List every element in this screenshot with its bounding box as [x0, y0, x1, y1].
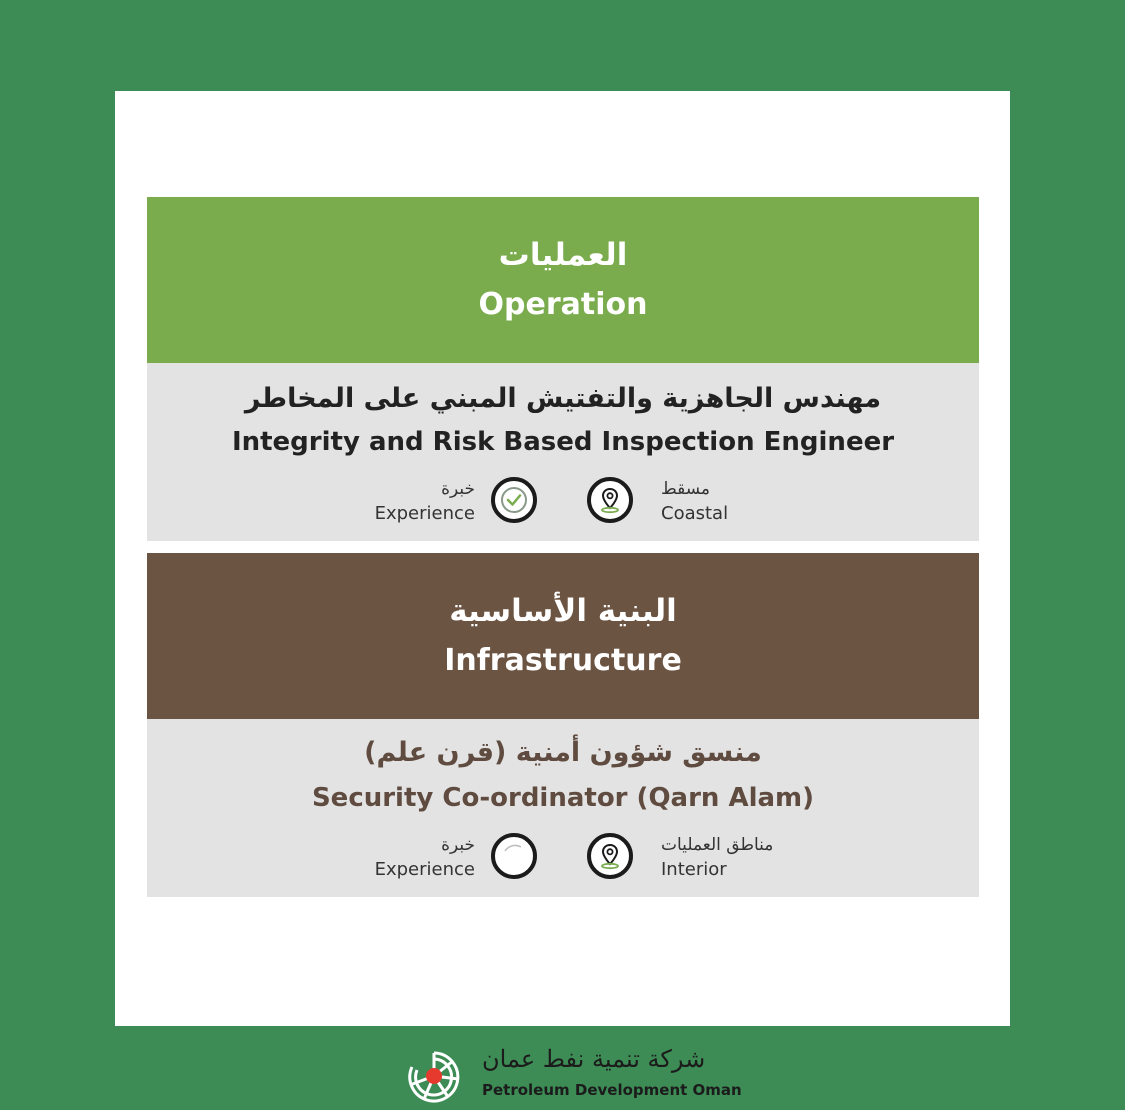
job-card-security-coordinator[interactable]: [147, 719, 979, 897]
job-title-en: Integrity and Risk Based Inspection Engineer: [231, 427, 895, 457]
section-title-ar: العمليات: [498, 237, 628, 273]
location-label-en: Coastal: [661, 503, 729, 524]
section-title-en: Infrastructure: [444, 643, 682, 678]
location-info: [587, 475, 827, 531]
location-pin-icon: [587, 833, 633, 879]
pdo-emblem-icon: [402, 1049, 466, 1103]
empty-circle-icon: [491, 833, 537, 879]
section-header-infrastructure: [147, 553, 979, 719]
experience-label-en: Experience: [374, 859, 475, 880]
job-title-en: Security Co-ordinator (Qarn Alam): [311, 783, 815, 813]
experience-label-en: Experience: [374, 503, 475, 524]
logo-text-ar: شركة تنمية نفط عمان: [482, 1045, 706, 1073]
section-header-operation: [147, 197, 979, 363]
experience-label-ar: خبرة: [441, 835, 475, 855]
experience-info: [357, 475, 537, 531]
location-label-ar: مسقط: [661, 479, 711, 499]
job-title-ar: مهندس الجاهزية والتفتيش المبني على المخاطر: [244, 383, 882, 414]
experience-info: [357, 831, 537, 887]
location-label-en: Interior: [661, 859, 727, 880]
section-title-ar: البنية الأساسية: [449, 593, 677, 629]
content-card: [115, 91, 1010, 1026]
location-info: [587, 831, 827, 887]
location-pin-icon: [587, 477, 633, 523]
location-label-ar: مناطق العمليات: [661, 835, 774, 855]
section-title-en: Operation: [478, 287, 648, 322]
check-circle-icon: [491, 477, 537, 523]
job-title-ar: منسق شؤون أمنية (قرن علم): [364, 737, 762, 768]
logo-text-en: Petroleum Development Oman: [482, 1081, 742, 1099]
job-card-integrity-engineer[interactable]: [147, 363, 979, 541]
experience-label-ar: خبرة: [441, 479, 475, 499]
pdo-logo: [402, 1043, 742, 1103]
